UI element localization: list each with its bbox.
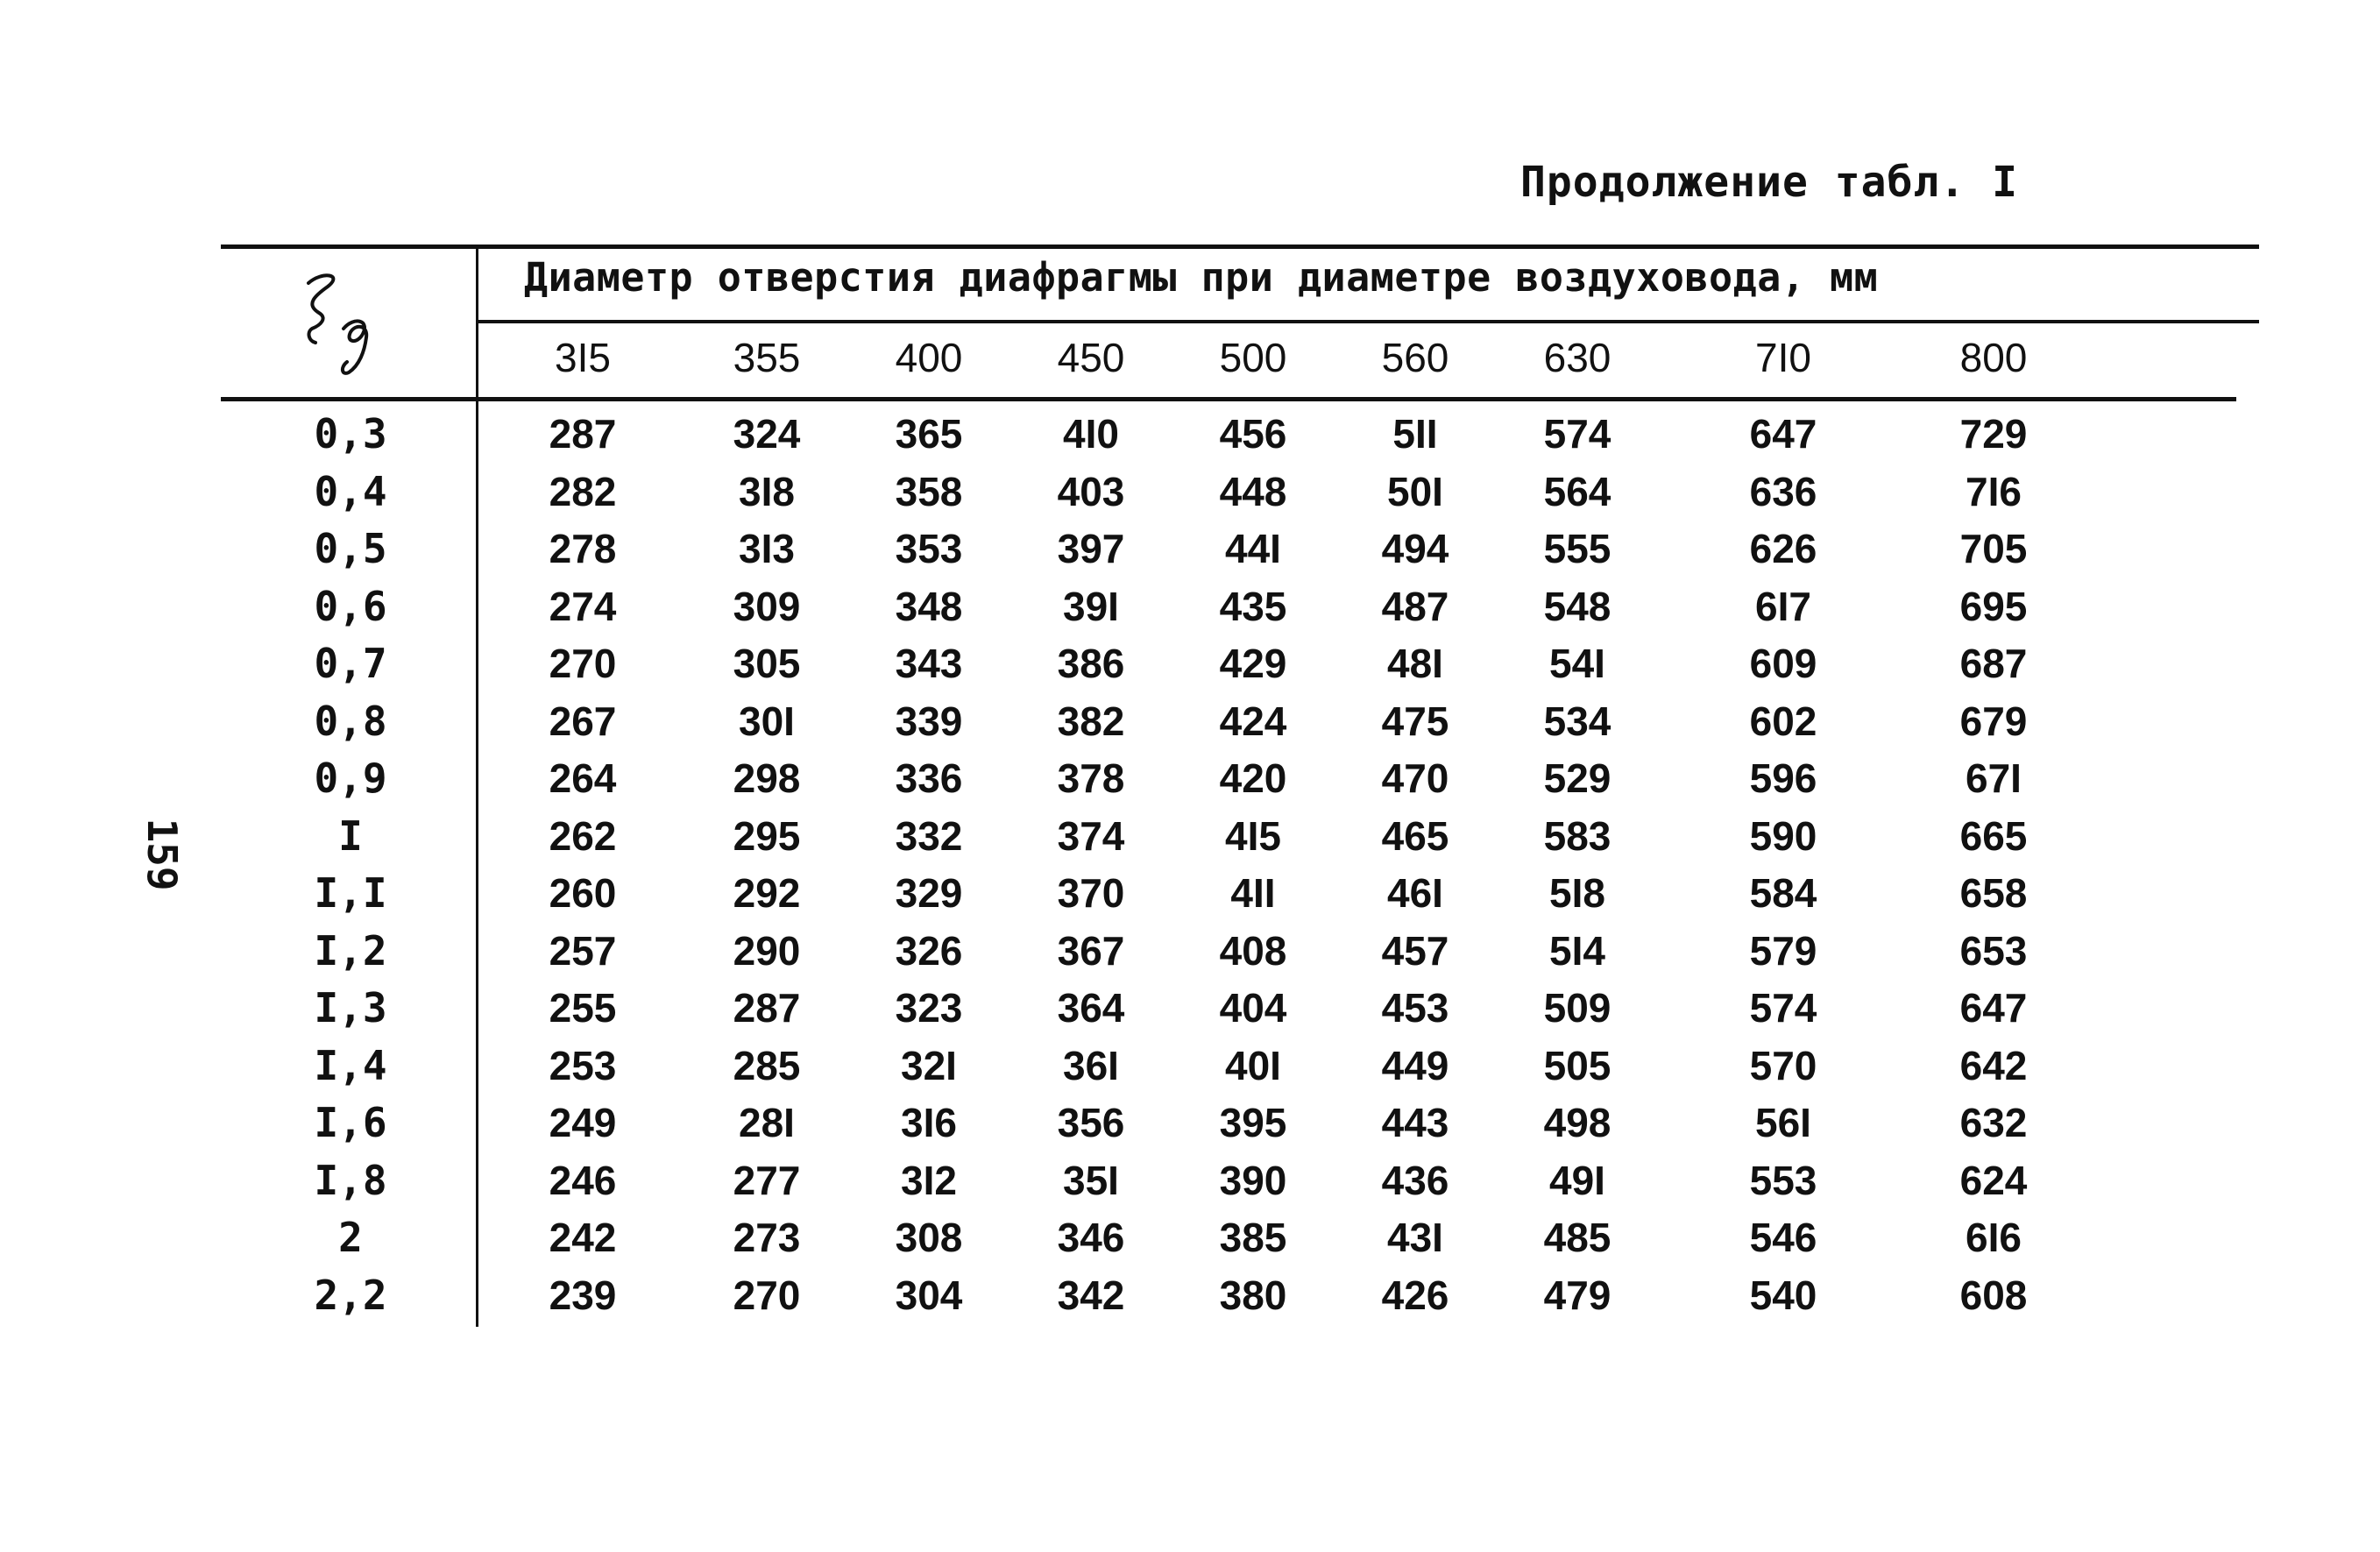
table-cell: 647 [1959,985,2028,1031]
header-bottom-rule [221,397,2236,401]
page-number-text: 159 [138,818,186,891]
row-label: I,I [314,869,387,917]
table-cell: 449 [1381,1042,1449,1088]
table-cell: 32I [901,1042,957,1088]
row-label: I,3 [314,984,387,1031]
table-cell: 308 [895,1215,963,1260]
row-label: 2,2 [314,1271,387,1319]
table-cell: 386 [1057,641,1125,686]
group-header: Диаметр отверстия диафрагмы при диаметре воздуховода, мм [524,254,1879,301]
row-label: I,8 [314,1156,387,1204]
row-label: 0,3 [314,410,387,457]
row-label: I,2 [314,926,387,974]
table-cell: 424 [1219,698,1287,744]
table-cell: 285 [733,1042,801,1088]
table-cell: 3I2 [901,1157,957,1203]
table-cell: 632 [1959,1100,2028,1145]
table-cell: 346 [1057,1215,1125,1260]
table-cell: 5I4 [1549,927,1605,974]
row-label: I,6 [314,1099,387,1146]
table-cell: 239 [549,1272,617,1318]
table-cell: 5II [1392,411,1438,457]
table-cell: 584 [1749,870,1817,916]
table-cell: 367 [1057,927,1125,974]
table-continuation-title: Продолжение табл. I [1520,158,2019,207]
table-cell: 274 [549,583,617,629]
table-cell: 336 [895,755,963,801]
table-cell: 408 [1219,927,1287,974]
table-cell: 7I6 [1966,468,2022,514]
column-header: 500 [1219,335,1287,380]
table-cell: 3I6 [901,1100,957,1145]
column-header: 450 [1057,335,1125,380]
table-cell: 583 [1543,812,1611,859]
column-header: 800 [1959,335,2028,380]
table-cell: 443 [1381,1100,1449,1145]
table-cell: 642 [1959,1042,2028,1088]
table-cell: 267 [549,698,617,744]
table-cell: 277 [733,1157,801,1203]
table-cell: 574 [1749,985,1817,1031]
table-cell: 687 [1959,641,2028,686]
table-cell: 529 [1543,755,1611,801]
table-cell: 456 [1219,411,1287,457]
table-cell: 564 [1543,468,1611,514]
stub-column-divider [476,244,478,1327]
table-cell: 342 [1057,1272,1125,1318]
xi-d-symbol [289,267,386,381]
group-header-rule [478,320,2259,323]
table-cell: 358 [895,468,963,514]
table-cell: 304 [895,1272,963,1318]
table-cell: 305 [733,641,801,686]
table-cell: 553 [1749,1157,1817,1203]
table-cell: 343 [895,641,963,686]
table-cell: 35I [1063,1157,1119,1203]
table-cell: 705 [1959,526,2028,571]
table-cell: 465 [1381,812,1449,859]
table-cell: 353 [895,526,963,571]
table-cell: 295 [733,812,801,859]
row-label: 0,4 [314,467,387,515]
table-cell: 6I7 [1755,583,1811,629]
table-cell: 395 [1219,1100,1287,1145]
table-cell: 4I5 [1225,812,1281,859]
table-cell: 498 [1543,1100,1611,1145]
table-cell: 253 [549,1042,617,1088]
table-cell: 348 [895,583,963,629]
table-cell: 596 [1749,755,1817,801]
table-cell: 3I8 [739,468,795,514]
table-cell: 636 [1749,468,1817,514]
table-cell: 602 [1749,698,1817,744]
table-cell: 364 [1057,985,1125,1031]
table-cell: 324 [733,411,801,457]
table-cell: 624 [1959,1157,2028,1203]
table-cell: 290 [733,927,801,974]
table-cell: 249 [549,1100,617,1145]
table-cell: 329 [895,870,963,916]
table-cell: 4I0 [1063,411,1119,457]
table-cell: 44I [1225,526,1281,571]
column-header: 400 [895,335,963,380]
table-cell: 56I [1755,1100,1811,1145]
table-cell: 546 [1749,1215,1817,1260]
table-cell: 665 [1959,812,2028,859]
table-cell: 487 [1381,583,1449,629]
table-cell: 534 [1543,698,1611,744]
table-cell: 262 [549,812,617,859]
table-cell: 36I [1063,1042,1119,1088]
table-cell: 555 [1543,526,1611,571]
table-cell: 579 [1749,927,1817,974]
table-cell: 385 [1219,1215,1287,1260]
table-cell: 378 [1057,755,1125,801]
table-cell: 3I3 [739,526,795,571]
table-cell: 570 [1749,1042,1817,1088]
column-header: 355 [733,335,801,380]
table-cell: 282 [549,468,617,514]
table-cell: 242 [549,1215,617,1260]
table-cell: 608 [1959,1272,2028,1318]
table-cell: 448 [1219,468,1287,514]
table-cell: 420 [1219,755,1287,801]
table-cell: 679 [1959,698,2028,744]
table-cell: 50I [1387,468,1443,514]
table-cell: 479 [1543,1272,1611,1318]
table-cell: 494 [1381,526,1449,571]
table-cell: 382 [1057,698,1125,744]
table-cell: 287 [549,411,617,457]
column-header: 560 [1381,335,1449,380]
row-label: 2 [338,1214,363,1261]
row-label: 0,5 [314,525,387,572]
table-cell: 309 [733,583,801,629]
table-cell: 4II [1230,870,1276,916]
table-cell: 39I [1063,583,1119,629]
table-cell: 43I [1387,1215,1443,1260]
row-label: I [338,811,363,860]
table-cell: 609 [1749,641,1817,686]
table-cell: 339 [895,698,963,744]
table-cell: 429 [1219,641,1287,686]
row-label: 0,6 [314,582,387,630]
table-cell: 28I [739,1100,795,1145]
table-cell: 5I8 [1549,870,1605,916]
table-cell: 40I [1225,1042,1281,1088]
table-cell: 287 [733,985,801,1031]
table-cell: 326 [895,927,963,974]
table-cell: 647 [1749,411,1817,457]
table-cell: 435 [1219,583,1287,629]
table-cell: 729 [1959,411,2028,457]
row-label: I,4 [314,1041,387,1089]
table-cell: 626 [1749,526,1817,571]
table-cell: 48I [1387,641,1443,686]
table-cell: 390 [1219,1157,1287,1203]
table-cell: 278 [549,526,617,571]
table-cell: 453 [1381,985,1449,1031]
table-cell: 30I [739,698,795,744]
table-cell: 653 [1959,927,2028,974]
column-header: 7I0 [1755,335,1811,380]
table-cell: 298 [733,755,801,801]
table-cell: 264 [549,755,617,801]
table-cell: 509 [1543,985,1611,1031]
table-cell: 370 [1057,870,1125,916]
table-cell: 590 [1749,812,1817,859]
table-cell: 505 [1543,1042,1611,1088]
table-cell: 374 [1057,812,1125,859]
table-cell: 67I [1966,755,2022,801]
table-cell: 270 [733,1272,801,1318]
table-cell: 426 [1381,1272,1449,1318]
table-cell: 54I [1549,641,1605,686]
table-cell: 292 [733,870,801,916]
table-cell: 365 [895,411,963,457]
table-cell: 260 [549,870,617,916]
table-cell: 257 [549,927,617,974]
table-cell: 270 [549,641,617,686]
table-cell: 397 [1057,526,1125,571]
table-cell: 540 [1749,1272,1817,1318]
table-cell: 695 [1959,583,2028,629]
table-cell: 485 [1543,1215,1611,1260]
table-cell: 658 [1959,870,2028,916]
table-cell: 6I6 [1966,1215,2022,1260]
table-cell: 475 [1381,698,1449,744]
row-label: 0,7 [314,640,387,687]
table-cell: 380 [1219,1272,1287,1318]
row-label: 0,8 [314,697,387,745]
table-cell: 46I [1387,870,1443,916]
row-label: 0,9 [314,755,387,802]
table-cell: 49I [1549,1157,1605,1203]
table-cell: 332 [895,812,963,859]
table-cell: 548 [1543,583,1611,629]
table-cell: 323 [895,985,963,1031]
table-cell: 356 [1057,1100,1125,1145]
table-cell: 574 [1543,411,1611,457]
table-cell: 255 [549,985,617,1031]
table-cell: 273 [733,1215,801,1260]
column-header: 3I5 [555,335,611,380]
table-cell: 403 [1057,468,1125,514]
table-cell: 404 [1219,985,1287,1031]
table-cell: 457 [1381,927,1449,974]
table-cell: 246 [549,1157,617,1203]
column-header: 630 [1543,335,1611,380]
table-cell: 436 [1381,1157,1449,1203]
table-cell: 470 [1381,755,1449,801]
table-top-rule [221,244,2259,249]
